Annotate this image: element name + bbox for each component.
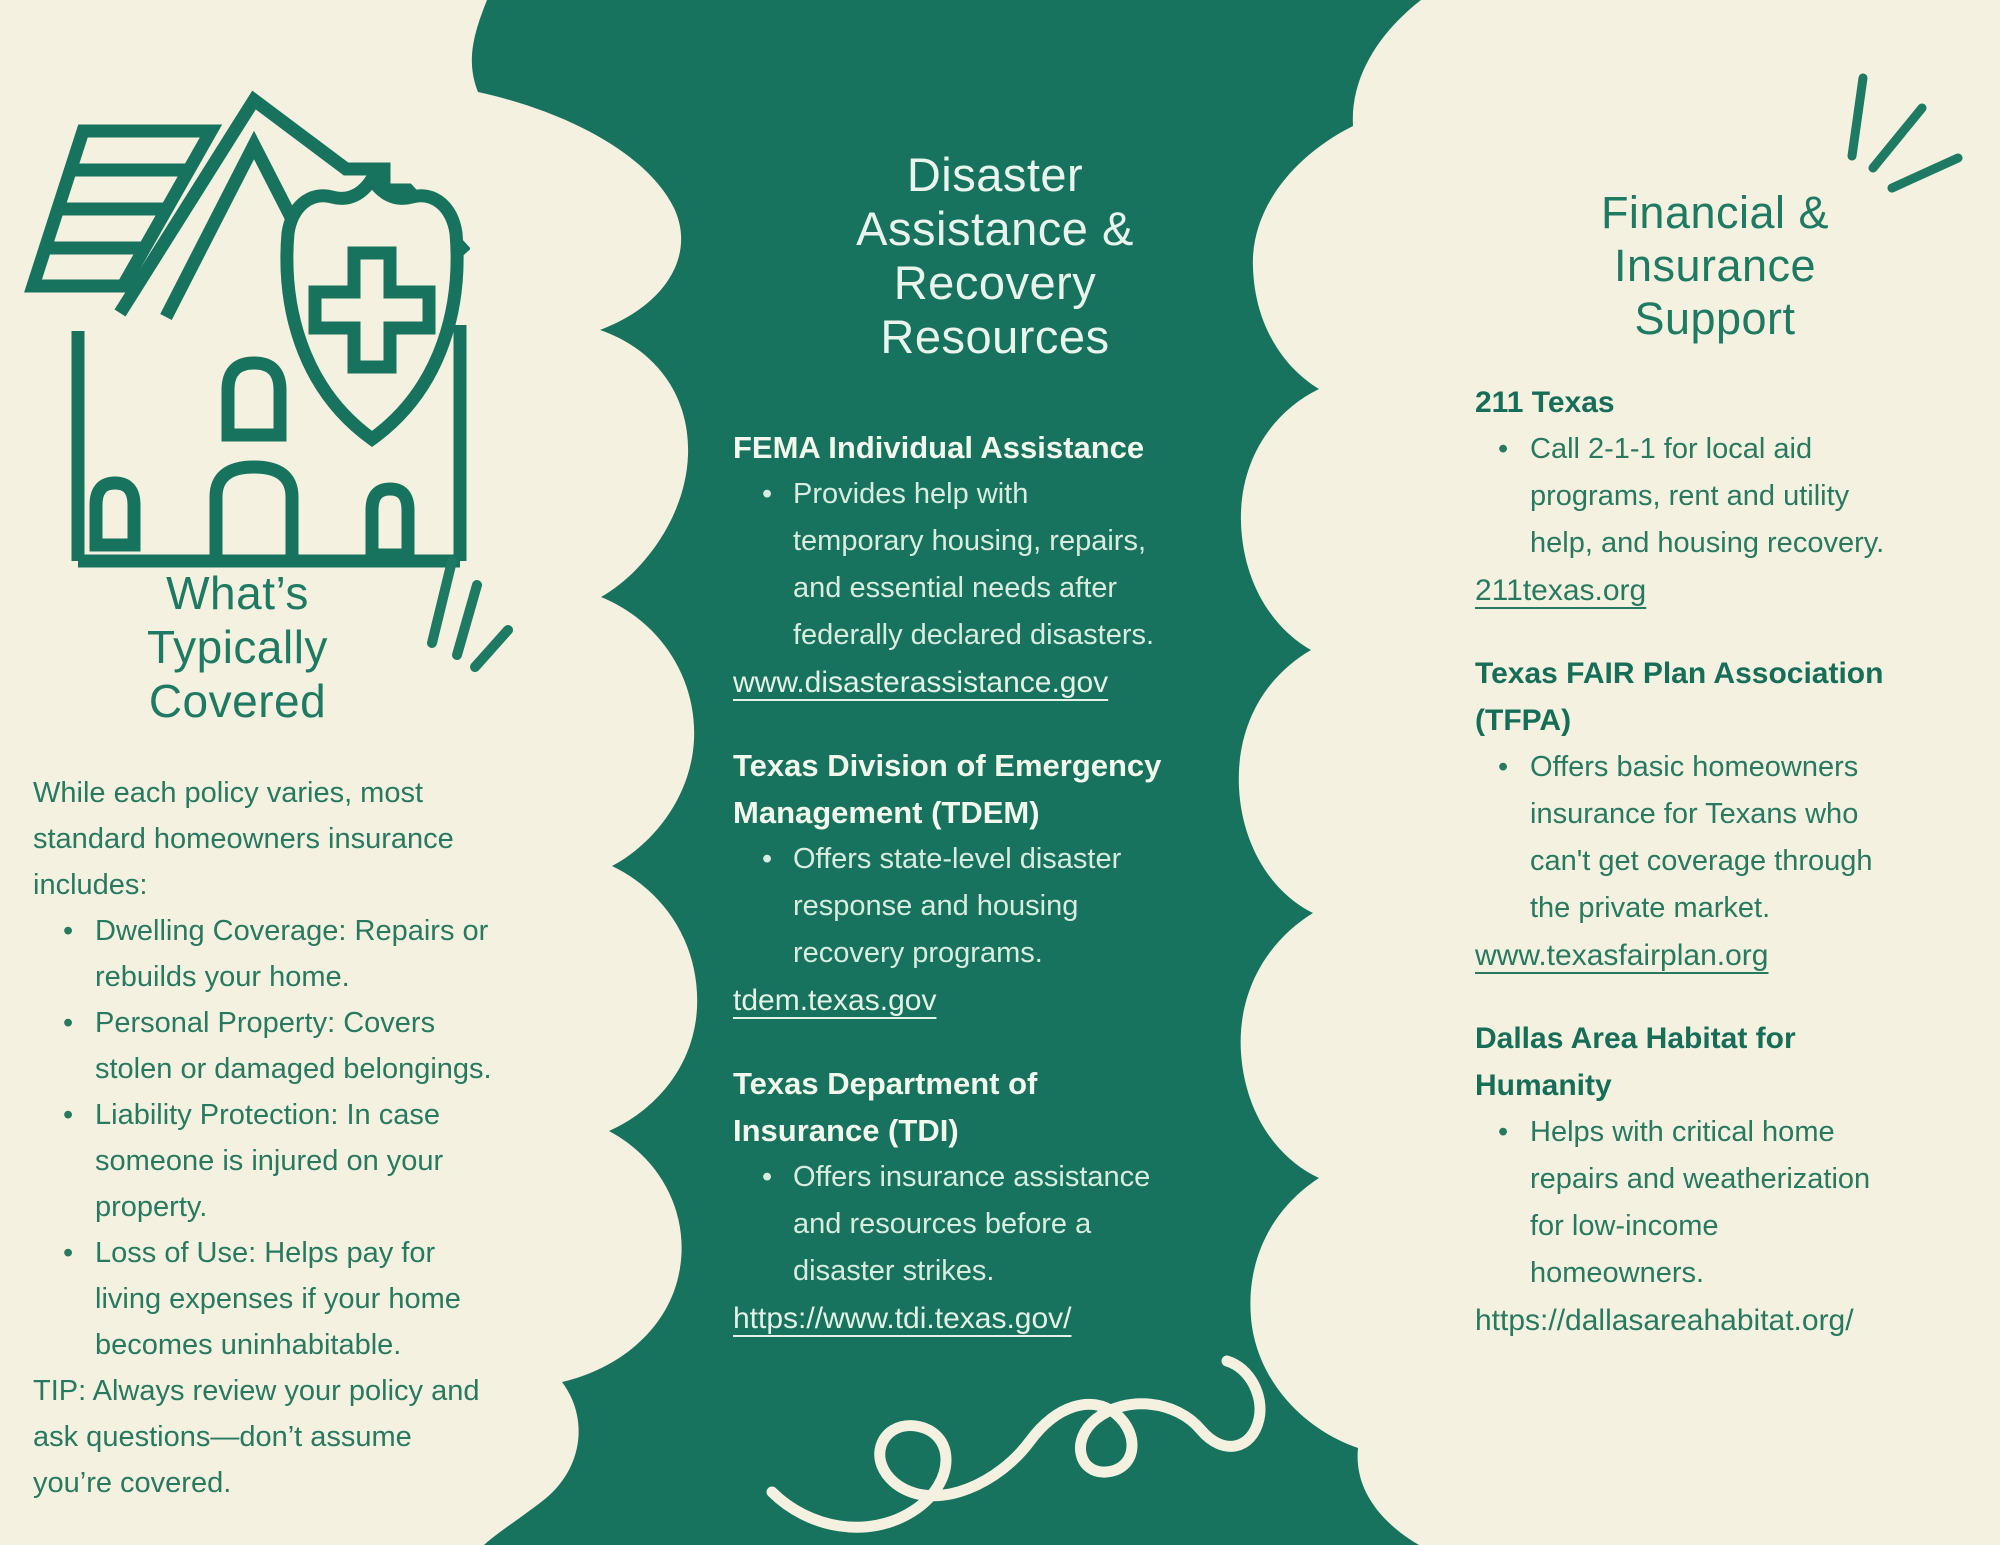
resource-link[interactable]: www.texasfairplan.org [1475, 939, 1769, 972]
resource-link[interactable]: https://dallasareahabitat.org/ [1475, 1304, 1854, 1337]
left-panel-body [33, 770, 503, 1506]
bullet-icon: • [63, 1099, 74, 1131]
bullet-icon: • [1498, 1116, 1509, 1148]
bullet-icon: • [762, 478, 773, 510]
left-panel-title: What’s Typically Covered [147, 567, 328, 727]
section-heading: Texas FAIR Plan Association (TFPA) [1475, 657, 1884, 737]
resource-link[interactable]: https://www.tdi.texas.gov/ [733, 1302, 1072, 1335]
bullet-icon: • [762, 843, 773, 875]
squiggle-icon [772, 1361, 1260, 1527]
bullet-icon: • [1498, 751, 1509, 783]
resource-section-fema [733, 424, 1243, 706]
list-item: • Offers basic homeowners insurance for Texans who can't get coverage through the private market. [1475, 744, 1985, 932]
resource-link[interactable]: www.disasterassistance.gov [733, 666, 1109, 699]
bullet-icon: • [63, 1237, 74, 1269]
tip-note: TIP: Always review your policy and ask questions—don’t assume you’re covered. [33, 1375, 480, 1499]
section-heading: FEMA Individual Assistance [733, 430, 1145, 465]
bullet-icon: • [63, 1007, 74, 1039]
list-item: • Offers state-level disaster response and housing recovery programs. [733, 836, 1243, 977]
list-item: • Call 2-1-1 for local aid programs, rent and utility help, and housing recovery. [1475, 426, 1985, 567]
section-heading: 211 Texas [1475, 386, 1615, 419]
list-item: • Personal Property: Covers stolen or damaged belongings. [33, 1000, 503, 1092]
resource-section-tdem [733, 742, 1243, 1024]
resource-section-tdi [733, 1060, 1243, 1342]
section-heading: Texas Department of Insurance (TDI) [733, 1066, 1038, 1148]
list-item: • Helps with critical home repairs and weatherization for low-income homeowners. [1475, 1109, 1985, 1297]
section-heading: Texas Division of Emergency Management (TDEM) [733, 748, 1162, 830]
coverage-intro: While each policy varies, most standard homeowners insurance includes: [33, 777, 454, 901]
list-item: • Offers insurance assistance and resources before a disaster strikes. [733, 1154, 1243, 1295]
right-panel-title: Financial & Insurance Support [1600, 187, 1830, 344]
resource-section-211 [1475, 379, 1985, 614]
bullet-icon: • [762, 1161, 773, 1193]
resource-link[interactable]: tdem.texas.gov [733, 984, 937, 1017]
house-with-shield-icon [20, 85, 470, 575]
middle-panel-body [733, 424, 1243, 1378]
list-item: • Liability Protection: In case someone is injured on your property. [33, 1092, 503, 1230]
section-heading: Dallas Area Habitat for Humanity [1475, 1022, 1796, 1102]
resource-section-tfpa [1475, 650, 1985, 979]
list-item: • Provides help with temporary housing, repairs, and essential needs after federally declared disasters. [733, 471, 1243, 659]
right-panel-body [1475, 379, 1985, 1380]
sparkle-right-icon [1835, 68, 1995, 193]
list-item: • Dwelling Coverage: Repairs or rebuilds your home. [33, 908, 503, 1000]
resource-link[interactable]: 211texas.org [1475, 574, 1647, 607]
list-item: • Loss of Use: Helps pay for living expenses if your home becomes uninhabitable. [33, 1230, 503, 1368]
resource-section-habitat [1475, 1015, 1985, 1344]
bullet-icon: • [63, 915, 74, 947]
bullet-icon: • [1498, 433, 1509, 465]
middle-panel-title: Disaster Assistance & Recovery Resources [856, 148, 1134, 363]
